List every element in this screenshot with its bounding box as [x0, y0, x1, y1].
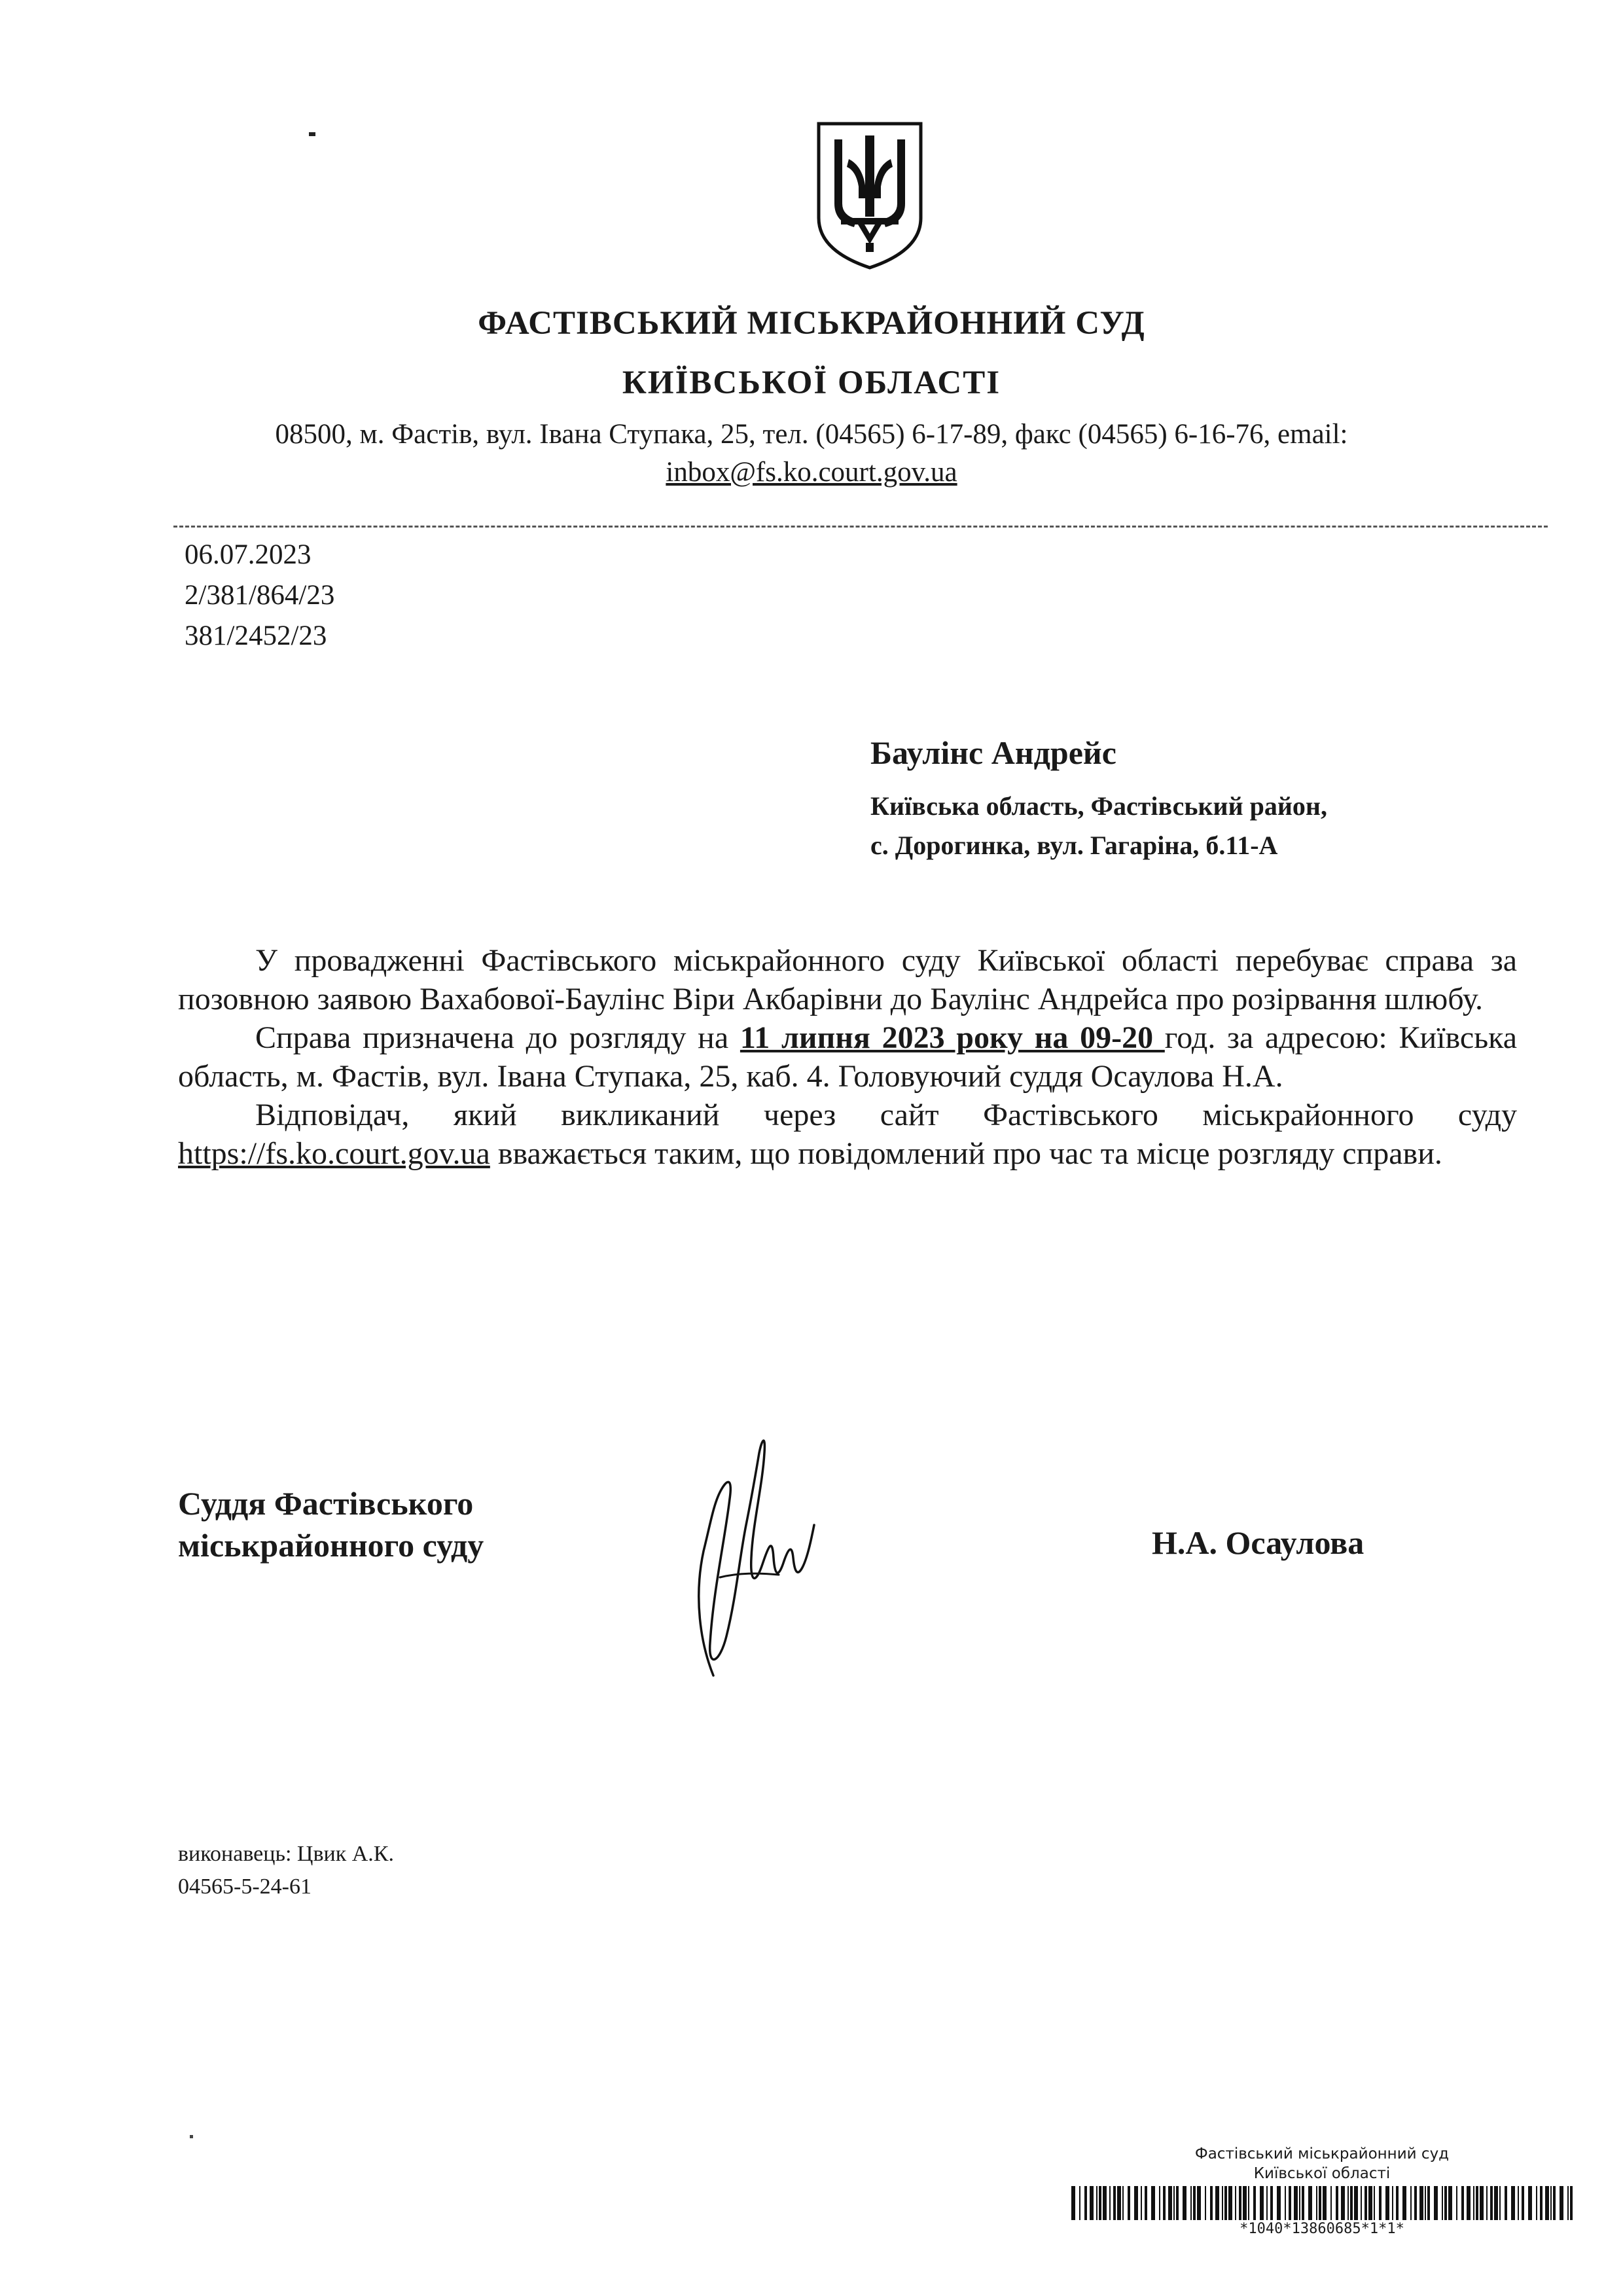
- barcode-bar: [1330, 2186, 1332, 2220]
- barcode-bar: [1444, 2186, 1447, 2220]
- barcode-bar: [1183, 2186, 1186, 2220]
- barcode-bar: [1323, 2186, 1327, 2220]
- barcode-bar: [1490, 2186, 1493, 2220]
- barcode-bar: [1570, 2186, 1573, 2220]
- barcode-bar: [1427, 2186, 1430, 2220]
- judge-title-line1: Суддя Фастівського: [178, 1485, 474, 1522]
- barcode-bar: [1361, 2186, 1362, 2220]
- barcode-bar: [1285, 2186, 1286, 2220]
- barcode-bar: [1494, 2186, 1498, 2220]
- barcode-bar: [1379, 2186, 1382, 2220]
- barcode-bar: [1448, 2186, 1452, 2220]
- barcode-bar: [1518, 2186, 1519, 2220]
- barcode-bar: [1347, 2186, 1349, 2220]
- body-paragraph-1: У провадженні Фастівського міськрайонного суду Київської області перебуває справа за позовною заявою Вахабової-Баулінс Віри Акбарівни до Баулінс Андрейса про розірвання шлюбу.: [178, 943, 1517, 1016]
- barcode-bar: [1239, 2186, 1241, 2220]
- barcode-bar: [1243, 2186, 1247, 2220]
- barcode-bar: [1222, 2186, 1223, 2220]
- recipient-address-line1: Київська область, Фастівський район,: [870, 791, 1327, 821]
- barcode-icon: [1070, 2186, 1574, 2220]
- recipient-address: [870, 787, 1327, 865]
- barcode-bar: [1176, 2186, 1179, 2220]
- barcode-bar: [1159, 2186, 1160, 2220]
- barcode-bar: [1336, 2186, 1338, 2220]
- body-paragraph-3: [178, 1096, 1517, 1173]
- barcode-bar: [1228, 2186, 1232, 2220]
- p2-text-before: Справа призначена до розгляду на: [255, 1020, 740, 1055]
- barcode-bar: [1461, 2186, 1464, 2220]
- barcode-bar: [1368, 2186, 1372, 2220]
- barcode-bar: [1442, 2186, 1443, 2220]
- barcode-bar: [1210, 2186, 1213, 2220]
- header-divider: [173, 526, 1548, 528]
- stamp-court-name: Фастівський міськрайонний суд: [1194, 2145, 1450, 2162]
- barcode-bar: [1145, 2186, 1147, 2220]
- executor-name: виконавець: Цвик А.К.: [178, 1842, 394, 1866]
- barcode-bar: [1486, 2186, 1488, 2220]
- executor-block: [178, 1838, 394, 1903]
- letter-body: [178, 941, 1517, 1173]
- barcode-bar: [1522, 2186, 1524, 2220]
- handwritten-signature: [674, 1427, 825, 1695]
- barcode-bar: [1299, 2186, 1300, 2220]
- barcode-bar: [1253, 2186, 1256, 2220]
- barcode-bar: [1536, 2186, 1537, 2220]
- court-website-link[interactable]: https://fs.ko.court.gov.ua: [178, 1136, 490, 1171]
- barcode-bar: [1341, 2186, 1345, 2220]
- barcode-bar: [1354, 2186, 1358, 2220]
- barcode-bar: [1168, 2186, 1172, 2220]
- barcode-bar: [1364, 2186, 1367, 2220]
- barcode-bar: [1456, 2186, 1457, 2220]
- judge-title: [178, 1482, 484, 1566]
- barcode-bar: [1467, 2186, 1471, 2220]
- barcode-bar: [1134, 2186, 1138, 2220]
- court-name-line2: КИЇВСЬКОЇ ОБЛАСТІ: [622, 365, 1001, 401]
- barcode-bar: [1505, 2186, 1507, 2220]
- stamp-region: Київської області: [1253, 2165, 1391, 2182]
- reference-block: [185, 535, 334, 656]
- barcode-bar: [1402, 2186, 1406, 2220]
- judge-name: Н.А. Осаулова: [1152, 1524, 1364, 1561]
- barcode-bar: [1473, 2186, 1474, 2220]
- barcode-bar: [1545, 2186, 1549, 2220]
- barcode-bar: [1316, 2186, 1317, 2220]
- p2-text-after: год. за адресою: Київська область, м. Фастів, вул. Івана Ступака, 25, каб. 4. Головуючий суддя Осаулова Н.А.: [178, 1020, 1518, 1094]
- scan-speck: [190, 2135, 193, 2138]
- barcode-bar: [1215, 2186, 1219, 2220]
- recipient-address-line2: с. Дорогинка, вул. Гагаріна, б.11-А: [870, 831, 1278, 860]
- barcode-bar: [1090, 2186, 1094, 2220]
- court-address: 08500, м. Фастів, вул. Івана Ступака, 25, тел. (04565) 6-17-89, факс (04565) 6-16-76, email:: [275, 419, 1348, 450]
- barcode-bar: [1410, 2186, 1412, 2220]
- barcode-bar: [1499, 2186, 1501, 2220]
- trident-coat-of-arms-icon: [815, 120, 925, 272]
- executor-phone: 04565-5-24-61: [178, 1874, 312, 1899]
- barcode-bar: [1205, 2186, 1206, 2220]
- barcode-bar: [1511, 2186, 1515, 2220]
- barcode-bar: [1302, 2186, 1304, 2220]
- judge-title-line2: міськрайонного суду: [178, 1527, 484, 1564]
- barcode-bar: [1480, 2186, 1484, 2220]
- barcode-bar: [1374, 2186, 1375, 2220]
- barcode-bar: [1197, 2186, 1201, 2220]
- barcode-bar: [1385, 2186, 1389, 2220]
- scan-speck: [309, 132, 315, 136]
- barcode-bar: [1071, 2186, 1075, 2220]
- reference-number-1: 2/381/864/23: [185, 580, 335, 611]
- barcode-bar: [1248, 2186, 1249, 2220]
- barcode-bar: [1190, 2186, 1192, 2220]
- barcode-bar: [1084, 2186, 1087, 2220]
- barcode-bar: [1173, 2186, 1175, 2220]
- barcode-bar: [1235, 2186, 1236, 2220]
- reference-number-2: 381/2452/23: [185, 620, 327, 651]
- barcode-bar: [1308, 2186, 1312, 2220]
- barcode-bar: [1396, 2186, 1399, 2220]
- barcode-bar: [1550, 2186, 1552, 2220]
- barcode-bar: [1163, 2186, 1166, 2220]
- barcode-bar: [1096, 2186, 1097, 2220]
- barcode-bar: [1425, 2186, 1426, 2220]
- hearing-date-time: 11 липня 2023 року на 09-20: [740, 1020, 1165, 1055]
- p3-text-before: Відповідач, який викликаний через сайт Фастівського міськрайонного суду: [255, 1098, 1517, 1132]
- barcode-bar: [1294, 2186, 1298, 2220]
- barcode-bar: [1553, 2186, 1556, 2220]
- barcode-bar: [1392, 2186, 1393, 2220]
- court-name-line1: ФАСТІВСЬКИЙ МІСЬКРАЙОННИЙ СУД: [478, 305, 1145, 342]
- barcode-bar: [1567, 2186, 1569, 2220]
- barcode-bar: [1151, 2186, 1155, 2220]
- barcode-bar: [1141, 2186, 1142, 2220]
- recipient-name: Баулінс Андрейс: [870, 734, 1116, 771]
- barcode-bar: [1128, 2186, 1130, 2220]
- barcode-bar: [1419, 2186, 1423, 2220]
- recipient-block: [870, 733, 1327, 865]
- court-email[interactable]: inbox@fs.ko.court.gov.ua: [666, 457, 957, 488]
- barcode-bar: [1319, 2186, 1321, 2220]
- court-email-line: [0, 456, 1623, 488]
- barcode-bar: [1117, 2186, 1121, 2220]
- barcode-bar: [1122, 2186, 1124, 2220]
- barcode-bar: [1109, 2186, 1111, 2220]
- barcode-bar: [1289, 2186, 1291, 2220]
- barcode-bar: [1224, 2186, 1227, 2220]
- footer-stamp: [1067, 2144, 1577, 2238]
- barcode-bar: [1277, 2186, 1281, 2220]
- barcode-bar: [1540, 2186, 1543, 2220]
- p3-text-after: вважається таким, що повідомлений про час та місце розгляду справи.: [490, 1136, 1442, 1171]
- barcode-bar: [1560, 2186, 1563, 2220]
- barcode-bar: [1113, 2186, 1116, 2220]
- body-paragraph-2: [178, 1018, 1517, 1096]
- barcode-bar: [1260, 2186, 1264, 2220]
- barcode-bar: [1079, 2186, 1080, 2220]
- barcode-number: *1040*13860685*1*1*: [1240, 2221, 1404, 2237]
- barcode-bar: [1476, 2186, 1478, 2220]
- barcode-bar: [1528, 2186, 1532, 2220]
- barcode-bar: [1266, 2186, 1268, 2220]
- barcode-bar: [1434, 2186, 1438, 2220]
- barcode-bar: [1103, 2186, 1107, 2220]
- barcode-bar: [1099, 2186, 1101, 2220]
- letter-date: 06.07.2023: [185, 539, 312, 570]
- barcode-bar: [1350, 2186, 1353, 2220]
- barcode-bar: [1414, 2186, 1417, 2220]
- barcode-bar: [1193, 2186, 1196, 2220]
- barcode-bar: [1270, 2186, 1273, 2220]
